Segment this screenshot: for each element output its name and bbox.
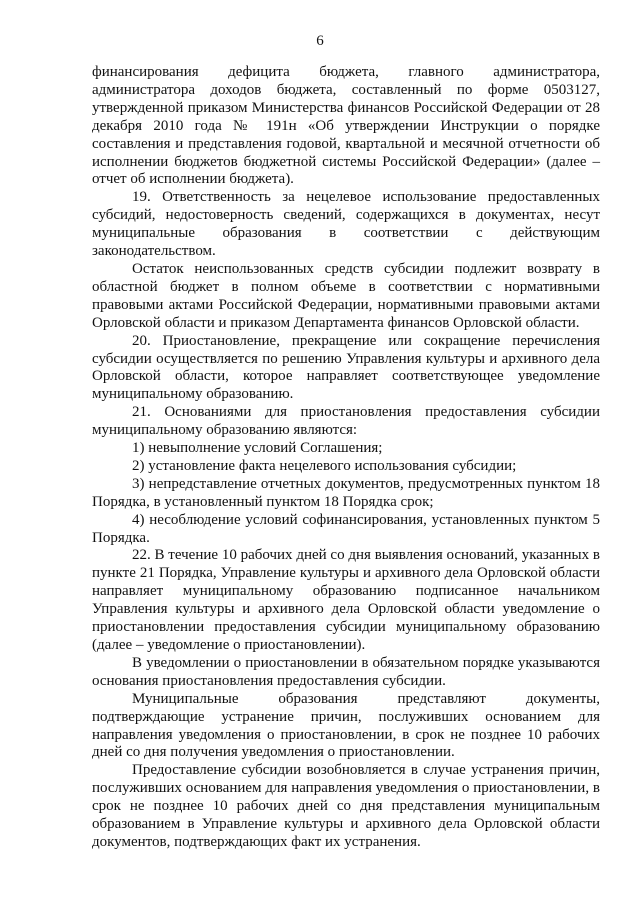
document-body xyxy=(92,64,600,852)
paragraph-municipal-documents: Муниципальные образования представляют документы, подтверждающие устранение причин, послуживших основанием для направления уведомления о приостановлении, в срок не позднее 10 рабочих дней со дня получения уведомления о приостановлении. xyxy=(92,690,600,761)
list-item-ground-1: 1) невыполнение условий Соглашения; xyxy=(132,440,383,457)
page-number: 6 xyxy=(316,33,324,49)
paragraph-22-notification: 22. В течение 10 рабочих дней со дня выявления оснований, указанных в пункте 21 Порядка, Управление культуры и архивного дела Орловской области направляет муниципальному образованию подписанное начальником Управления культуры и архивного дела Орловской области уведомление о приостановлении предоставления субсидии муниципальному образованию (далее – уведомление о приостановлении). xyxy=(92,547,600,653)
paragraph-notification-content: В уведомлении о приостановлении в обязательном порядке указываются основания приостановления предоставления субсидии. xyxy=(92,654,600,689)
paragraph-21-grounds: 21. Основаниями для приостановления предоставления субсидии муниципальному образованию являются: xyxy=(92,404,600,439)
paragraph-20-suspension: 20. Приостановление, прекращение или сокращение перечисления субсидии осуществляется по решению Управления культуры и архивного дела Орловской области, которое направляет соответствующее уведомление муниципальному образованию. xyxy=(92,332,600,403)
paragraph-19-responsibility: 19. Ответственность за нецелевое использование предоставленных субсидий, недостоверность сведений, содержащихся в документах, несут муниципальные образования в соответствии с действующим законодательством. xyxy=(92,189,600,260)
paragraph-unused-balance: Остаток неиспользованных средств субсидии подлежит возврату в областной бюджет в полном объеме в соответствии с нормативными правовыми актами Российской Федерации, нормативными правовыми актами Орловской области и приказом Департамента финансов Орловской области. xyxy=(92,260,600,331)
paragraph-subsidy-resumption: Предоставление субсидии возобновляется в случае устранения причин, послуживших основанием для направления уведомления о приостановлении, в срок не позднее 10 рабочих дней со дня представления муниципальным образованием в Управление культуры и архивного дела Орловской области документов, подтверждающих факт их устранения. xyxy=(92,762,600,850)
paragraph-intro-continuation: финансирования дефицита бюджета, главного администратора, администратора доходов бюджета, составленный по форме 0503127, утвержденной приказом Министерства финансов Российской Федерации от 28 декабря 2010 года № 191н «Об утверждении Инструкции о порядке составления и представления годовой, квартальной и месячной отчетности об исполнении бюджетов бюджетной системы Российской Федерации» (далее – отчет об исполнении бюджета). xyxy=(92,64,600,188)
list-item-ground-3: 3) непредставление отчетных документов, предусмотренных пунктом 18 Порядка, в установленный пунктом 18 Порядка срок; xyxy=(92,475,600,510)
list-item-ground-4: 4) несоблюдение условий софинансирования, установленных пунктом 5 Порядка. xyxy=(92,511,600,546)
list-item-ground-2: 2) установление факта нецелевого использования субсидии; xyxy=(132,457,517,474)
